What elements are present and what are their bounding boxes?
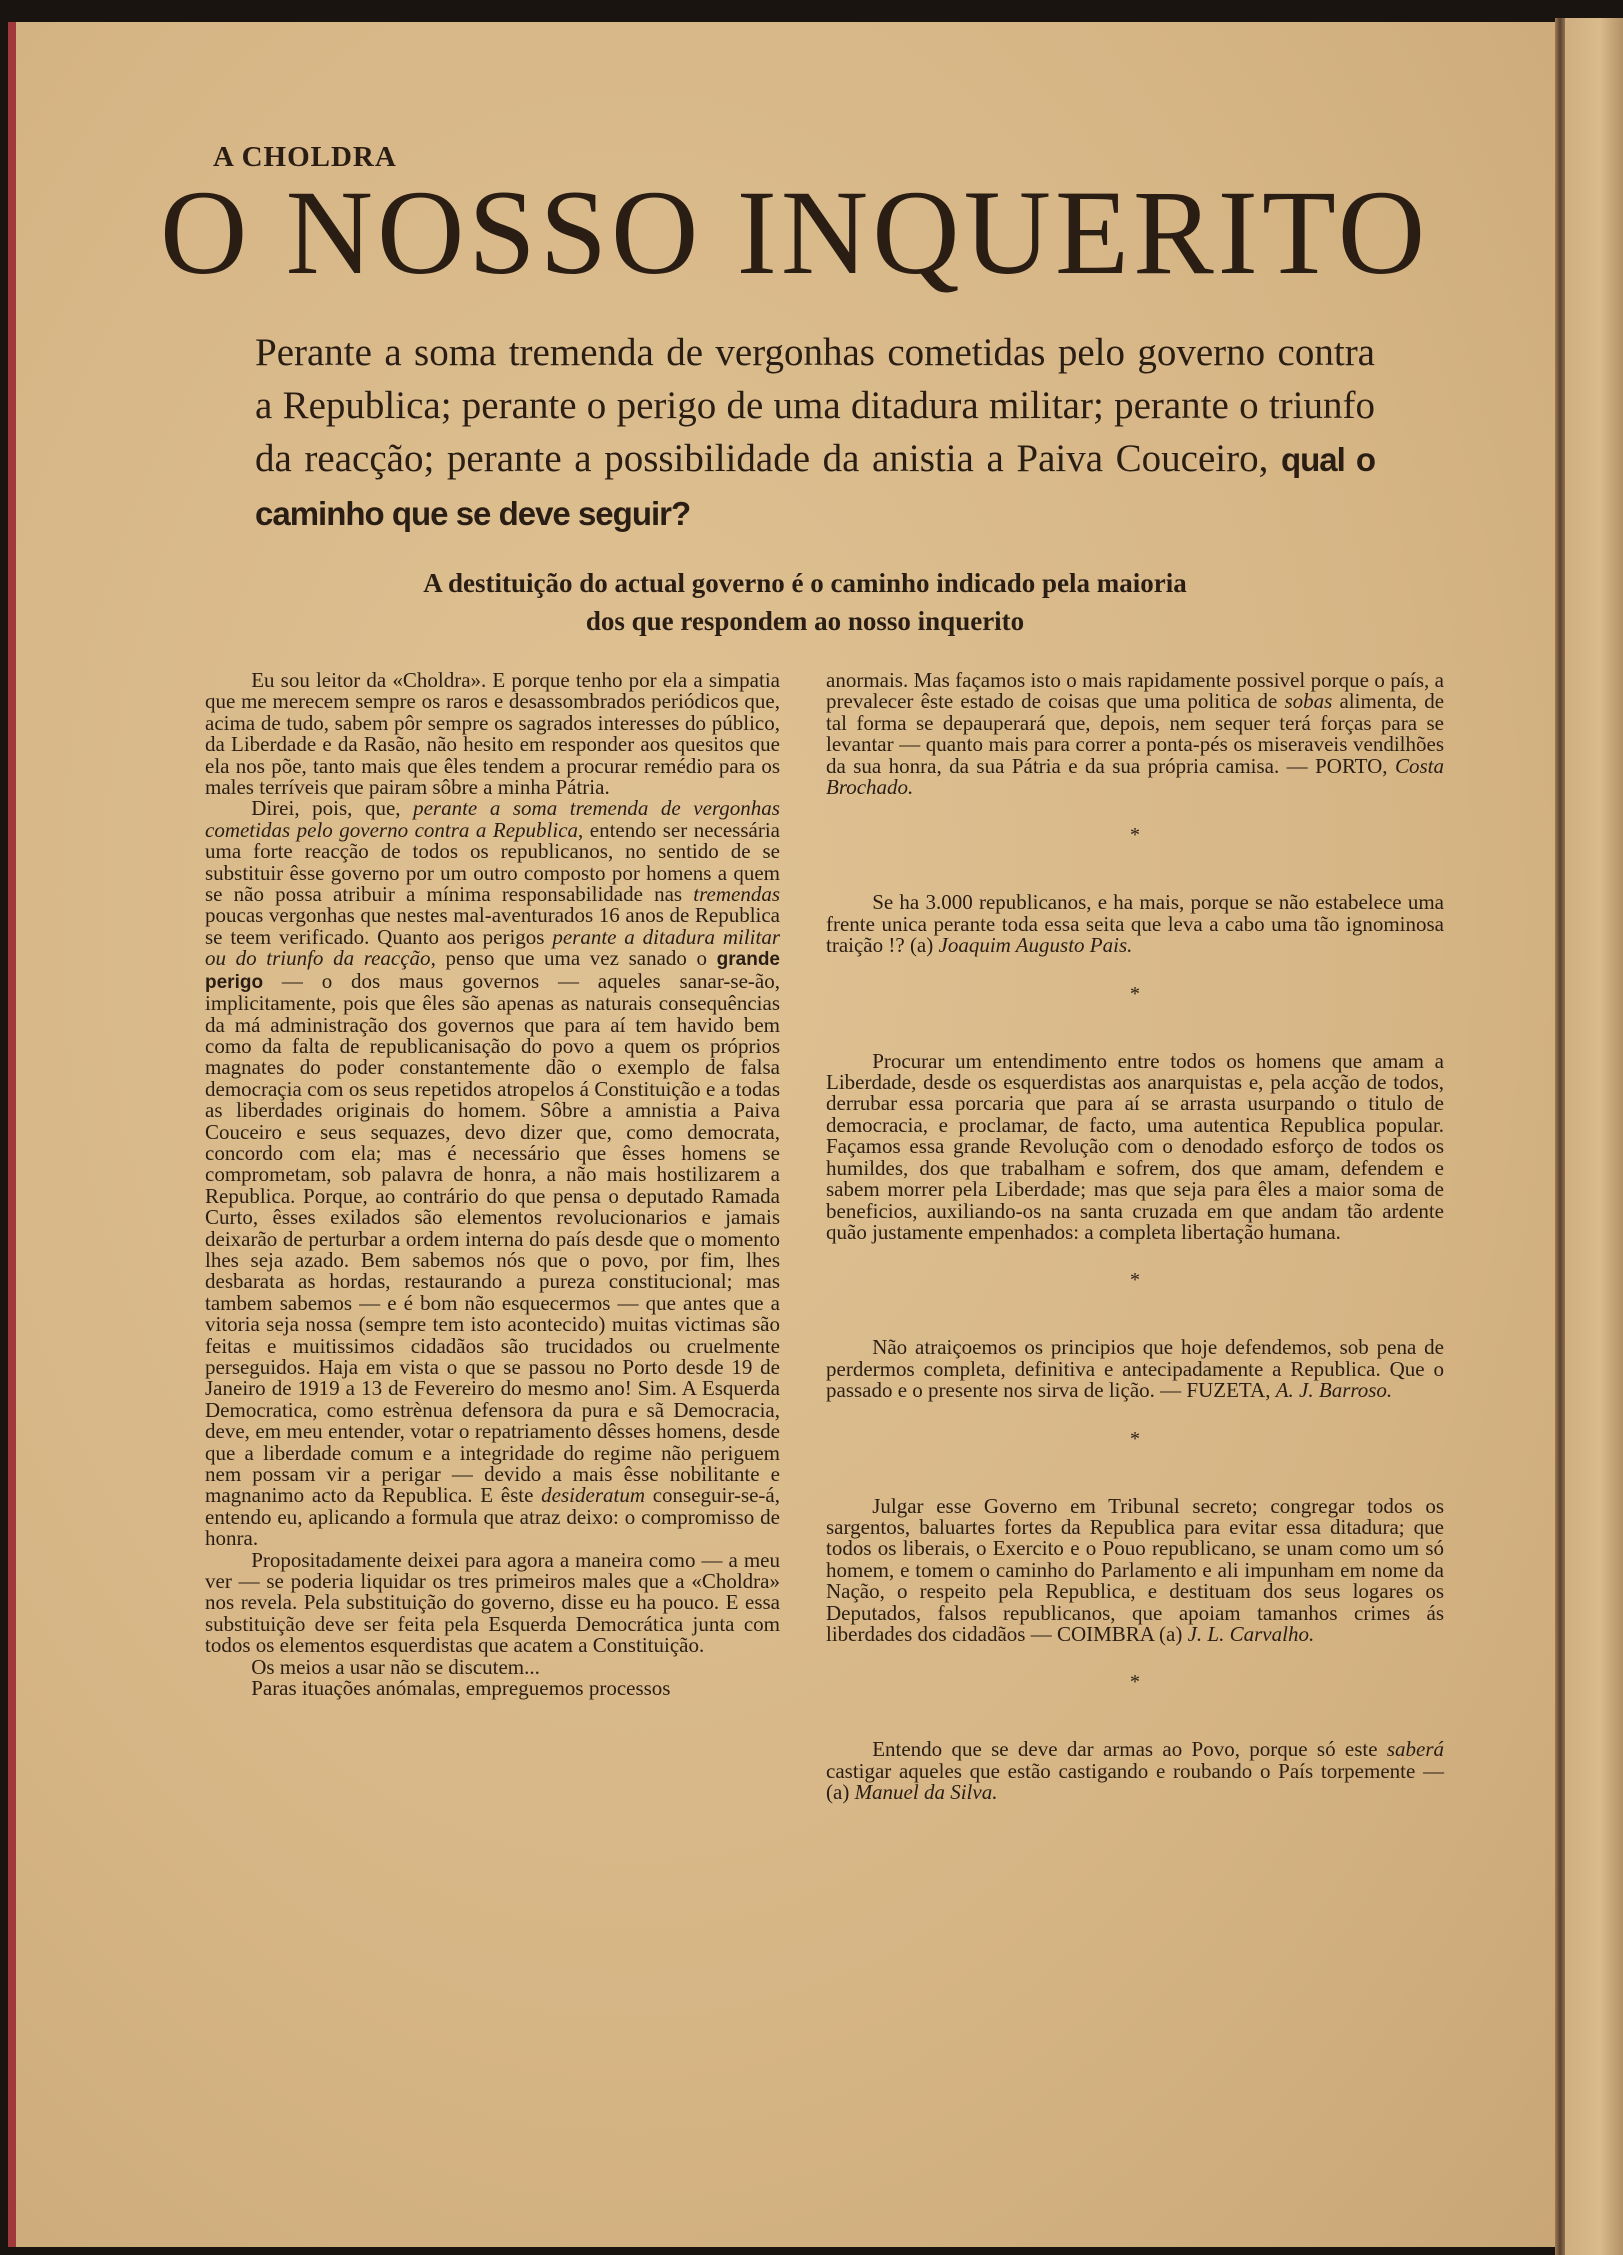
text-segment: Não atraiçoemos os principios que hoje defendemos, sob pena de perdermos completa, definitiva e antecipadamente a Republica. Que o passado e o presente nos sirva de lição. — FUZETA, <box>826 1335 1444 1403</box>
text-segment: alimenta, de tal forma se depauperará que, depois, nem sequer terá forças para se levantar — quanto mais para correr a ponta-pés os miseraveis vendilhões da sua honra, da sua Pátria e da sua própria camisa. — PORTO, <box>826 689 1445 778</box>
text-segment: Procurar um entendimento entre todos os homens que amam a Liberdade, desde os esquerdistas aos anarquistas e, pela acção de todos, derrubar essa porcaria que para aí se arrasta usurpando o titulo de democracia, e proclamar, de facto, uma autentica Republica popular. Façamos essa grande Revolução com o denodado esforço de todos os humildes, dos que trabalham e sofrem, dos que amam, defendem e sabem morrer pela Liberdade; mas que seja para êles a maior soma de beneficios, auxiliando-os na santa cruzada em que andam tão ardente quão justamente empenhados: a completa libertação humana. <box>826 1048 1444 1244</box>
response-paragraph <box>826 1337 1444 1401</box>
italic-text: perante a soma tremenda de vergonhas cometidas pelo governo contra a Republica <box>205 796 780 842</box>
italic-text: desideratum <box>541 1483 645 1508</box>
letter-paragraph <box>205 798 780 1549</box>
article-title: O NOSSO INQUERITO <box>160 166 1430 300</box>
response-paragraph <box>826 892 1444 956</box>
letter-paragraph <box>205 1678 780 1699</box>
binding-fold <box>1555 18 1565 2255</box>
text-segment: Entendo que se deve dar armas ao Povo, porque só este <box>872 1737 1387 1762</box>
italic-text: J. L. Carvalho. <box>1187 1621 1315 1646</box>
section-separator: * <box>1130 1269 1140 1292</box>
text-segment: Julgar esse Governo em Tribunal secreto; congregar todos os sargentos, baluartes fortes da Republica para evitar essa ditadura; que todos os liberais, o Exercito e o Pouo republicano, se unam como um só homem, e tomem o caminho do Parlamento e ali impunham em nome da Nação, o respeito pela Republica, e destituam dos seus logares os Deputados, falsos republicanos, que apoiam tamanhos crimes ás liberdades dos cidadãos — COIMBRA (a) <box>826 1493 1444 1646</box>
text-segment: Os meios a usar não se discutem... <box>251 1654 540 1679</box>
publication-name: A CHOLDRA <box>213 141 397 173</box>
subheading-line: A destituição do actual governo é o caminho indicado pela maioria <box>423 568 1187 598</box>
section-separator: * <box>1130 1671 1140 1694</box>
text-segment: Perante a soma tremenda de vergonhas cometidas pelo governo contra a Republica; perante o perigo de uma ditadura militar; perante o triunfo da reacção; perante a possibilidade da anistia a Paiva Couceiro, <box>255 331 1375 480</box>
right-column <box>826 670 1444 1804</box>
text-segment: , entendo ser necessária uma forte reacção de todos os republicanos, no sentido de se substituir êsse governo por um outro composto por homens a quem se não possa atribuir a mínima responsabilidade nas <box>205 817 780 907</box>
italic-text: Manuel da Silva. <box>854 1780 998 1805</box>
text-segment: Direi, pois, que, <box>251 796 414 821</box>
article-columns <box>205 670 1555 1804</box>
article <box>0 140 1555 1804</box>
left-column <box>205 670 780 1700</box>
bold-text: grande perigo <box>205 949 781 993</box>
text-segment: Paras ituações anómalas, empreguemos processos <box>251 1676 671 1701</box>
facing-page-edge <box>1565 18 1623 2255</box>
text-segment: conseguir-se-á, entendo eu, aplicando a formula que atraz deixo: o compromisso de honra. <box>205 1483 780 1551</box>
text-segment: — o dos maus governos — aqueles sanar-se-ão, implicitamente, pois que êles são apenas as naturais consequências da má administração dos governos que para aí tem havido bem como da falta de republicanisação do povo a quem os próprios magnates do poder constantemente dão o exemplo de falsa democraçia com os seus repetidos atropelos á Constituição e a todas as liberdades originais do homem. Sôbre a amnistia a Paiva Couceiro e seus sequazes, devo dizer que, como democrata, concordo com ela; mas é necessário que êsses homens se comprometam, sob palavra de honra, a não mais hostilizarem a Republica. Porque, ao contrário do que pensa o deputado Ramada Curto, êsses exilados são elementos revolucionarios e jamais deixarão de perturbar a ordem interna do país desde que o momento lhes seja azado. Bem sabemos nós que o povo, por fim, lhes desbarata as hordas, restaurando a pureza constitucional; mas tambem sabemos — e é bom não esquecermos — que antes que a vitoria seja nossa (sempre tem isto acontecido) muitas victimas são feitas e muitissimos cidadãos são trucidados ou cruelmente perseguidos. Haja em vista o que se passou no Porto desde 19 de Janeiro de 1919 a 13 de Fevereiro do mesmo ano! Sim. A Esquerda Democratica, como estrènua defensora da pura e sã Democracia, deve, em meu entender, votar o repatriamento dêsses homens, desde que a liberdade comum e a integridade do regime não periguem nem possam vir a perigar — devido a mais êsse nobilitante e magnanimo acto da Republica. E êste <box>205 968 780 1508</box>
text-segment: Propositadamente deixei para agora a maneira como — a meu ver — se poderia liquidar os tres primeiros males que a «Choldra» nos revela. Pela substituição do governo, disse eu ha pouco. E essa substituição deve ser feita pela Esquerda Democrática junta com todos os elementos esquerdistas que acatem a Constituição. <box>205 1547 780 1658</box>
response-paragraph <box>826 1493 1444 1646</box>
section-separator: * <box>1130 824 1140 847</box>
letter-paragraph <box>205 670 780 798</box>
text-segment: anormais. Mas façamos isto o mais rapidamente possivel porque o país, a prevalecer êste estado de coisas que uma politica de <box>826 668 1444 714</box>
text-segment: poucas vergonhas que nestes mal-aventurados 16 anos de Republica se teem verificado. Quanto aos perigos <box>205 903 780 949</box>
italic-text: sobas <box>1284 689 1333 714</box>
italic-text: perante a ditadura militar ou do triunfo da reacção <box>205 924 780 971</box>
italic-text: Joaquim Augusto Pais. <box>938 933 1133 958</box>
italic-text: Costa Brochado. <box>826 753 1444 800</box>
section-separator: * <box>1130 1427 1140 1450</box>
intro-question <box>255 326 1375 540</box>
text-segment: Se ha 3.000 republicanos, e ha mais, porque se não estabelece uma frente unica perante toda essa seita que leva a cabo uma tão ignominosa traição !? (a) <box>826 890 1444 958</box>
text-segment: , penso que uma vez sanado o <box>430 946 717 971</box>
response-paragraph <box>826 670 1444 798</box>
subheading-line: dos que respondem ao nosso inquerito <box>585 606 1025 636</box>
italic-text: tremendas <box>693 882 780 907</box>
letter-paragraph <box>205 1654 780 1679</box>
response-paragraph <box>826 1739 1444 1803</box>
response-paragraph <box>826 1048 1444 1244</box>
italic-text: saberá <box>1386 1737 1444 1762</box>
italic-text: A. J. Barroso. <box>1275 1378 1393 1403</box>
section-separator: * <box>1130 982 1140 1005</box>
text-segment: castigar aqueles que estão castigando e roubando o País torpemente — (a) <box>826 1758 1444 1805</box>
subheading <box>210 564 1400 640</box>
bold-text: qual o caminho que se deve seguir? <box>255 441 1375 532</box>
letter-paragraph <box>205 1547 780 1658</box>
text-segment: Eu sou leitor da «Choldra». E porque tenho por ela a simpatia que me merecem sempre os raros e desassombrados periódicos que, acima de tudo, sabem pôr sempre os sagrados interesses do público, da Liberdade e da Rasão, não hesito em responder aos quesitos que ela nos põe, tanto mais que êles tendem a procurar remédio para os males terríveis que pairam sôbre a minha Pátria. <box>205 668 780 800</box>
